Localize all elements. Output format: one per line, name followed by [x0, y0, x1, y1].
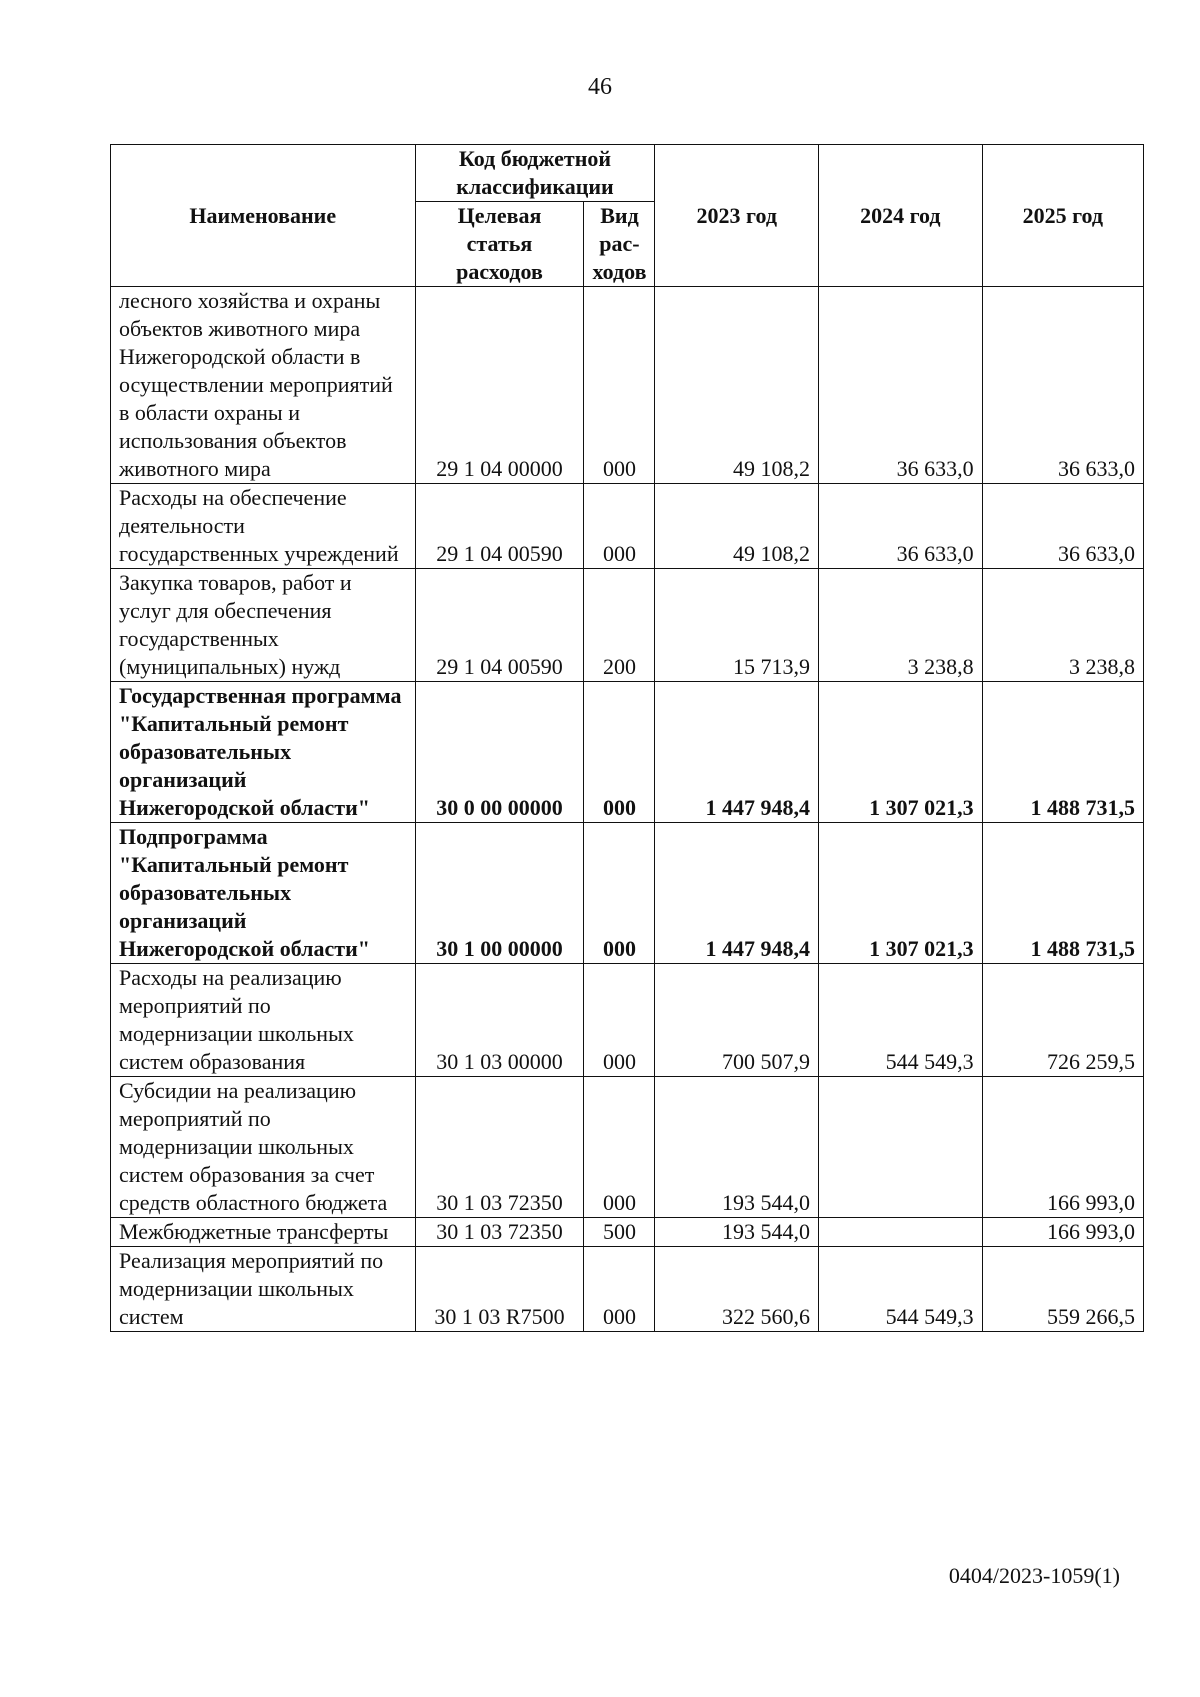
row-expense-kind: 200	[584, 569, 655, 682]
row-target-article: 30 0 00 00000	[415, 682, 584, 823]
row-expense-kind: 000	[584, 1077, 655, 1218]
budget-table	[110, 144, 1144, 1332]
row-value-2023: 1 447 948,4	[655, 682, 819, 823]
row-name: Расходы на реализацию мероприятий по модернизации школьных систем образования	[111, 964, 416, 1077]
row-expense-kind: 000	[584, 823, 655, 964]
row-name: Субсидии на реализацию мероприятий по модернизации школьных систем образования за счет средств областного бюджета	[111, 1077, 416, 1218]
table-row	[111, 287, 1144, 484]
row-value-2024: 544 549,3	[819, 964, 983, 1077]
table-row	[111, 484, 1144, 569]
row-value-2025: 559 266,5	[982, 1247, 1143, 1332]
row-expense-kind: 000	[584, 682, 655, 823]
table-row	[111, 1247, 1144, 1332]
row-value-2025: 166 993,0	[982, 1218, 1143, 1247]
row-name: Подпрограмма "Капитальный ремонт образовательных организаций Нижегородской области"	[111, 823, 416, 964]
row-expense-kind: 000	[584, 484, 655, 569]
table-row	[111, 964, 1144, 1077]
row-value-2025: 166 993,0	[982, 1077, 1143, 1218]
row-name: Закупка товаров, работ и услуг для обеспечения государственных (муниципальных) нужд	[111, 569, 416, 682]
header-2025: 2025 год	[982, 145, 1143, 287]
row-value-2024	[819, 1218, 983, 1247]
page-number: 46	[588, 74, 612, 100]
row-expense-kind: 500	[584, 1218, 655, 1247]
row-target-article: 30 1 03 72350	[415, 1218, 584, 1247]
row-value-2024: 36 633,0	[819, 287, 983, 484]
header-target-article: Целевая статья расходов	[415, 202, 584, 287]
row-value-2024: 3 238,8	[819, 569, 983, 682]
row-value-2025: 36 633,0	[982, 484, 1143, 569]
row-value-2023: 49 108,2	[655, 484, 819, 569]
row-value-2024: 1 307 021,3	[819, 823, 983, 964]
row-target-article: 30 1 03 R7500	[415, 1247, 584, 1332]
row-value-2024: 1 307 021,3	[819, 682, 983, 823]
row-name: Расходы на обеспечение деятельности государственных учреждений	[111, 484, 416, 569]
header-2023: 2023 год	[655, 145, 819, 287]
row-target-article: 29 1 04 00590	[415, 569, 584, 682]
row-value-2025: 1 488 731,5	[982, 823, 1143, 964]
row-name: лесного хозяйства и охраны объектов животного мира Нижегородской области в осуществлении мероприятий в области охраны и использования объектов животного мира	[111, 287, 416, 484]
table-header	[111, 145, 1144, 287]
row-value-2023: 700 507,9	[655, 964, 819, 1077]
table-row	[111, 682, 1144, 823]
row-name: Реализация мероприятий по модернизации школьных систем	[111, 1247, 416, 1332]
row-value-2023: 322 560,6	[655, 1247, 819, 1332]
table-row	[111, 1218, 1144, 1247]
row-name: Государственная программа "Капитальный ремонт образовательных организаций Нижегородской области"	[111, 682, 416, 823]
row-value-2025: 3 238,8	[982, 569, 1143, 682]
row-value-2025: 36 633,0	[982, 287, 1143, 484]
row-name: Межбюджетные трансферты	[111, 1218, 416, 1247]
table-row	[111, 569, 1144, 682]
row-value-2025: 726 259,5	[982, 964, 1143, 1077]
row-value-2025: 1 488 731,5	[982, 682, 1143, 823]
row-expense-kind: 000	[584, 964, 655, 1077]
document-number: 0404/2023-1059(1)	[948, 1563, 1120, 1588]
row-value-2024: 544 549,3	[819, 1247, 983, 1332]
row-target-article: 30 1 03 72350	[415, 1077, 584, 1218]
row-target-article: 29 1 04 00000	[415, 287, 584, 484]
header-name: Наименование	[111, 145, 416, 287]
row-target-article: 30 1 00 00000	[415, 823, 584, 964]
row-value-2023: 193 544,0	[655, 1077, 819, 1218]
header-expense-kind: Вид рас-ходов	[584, 202, 655, 287]
row-expense-kind: 000	[584, 1247, 655, 1332]
row-value-2023: 193 544,0	[655, 1218, 819, 1247]
row-value-2024: 36 633,0	[819, 484, 983, 569]
table-body	[111, 287, 1144, 1332]
table-row	[111, 823, 1144, 964]
row-value-2023: 1 447 948,4	[655, 823, 819, 964]
header-code-group: Код бюджетной классификации	[415, 145, 655, 202]
row-expense-kind: 000	[584, 287, 655, 484]
row-target-article: 29 1 04 00590	[415, 484, 584, 569]
row-value-2023: 15 713,9	[655, 569, 819, 682]
table-row	[111, 1077, 1144, 1218]
row-value-2023: 49 108,2	[655, 287, 819, 484]
header-2024: 2024 год	[819, 145, 983, 287]
row-target-article: 30 1 03 00000	[415, 964, 584, 1077]
row-value-2024	[819, 1077, 983, 1218]
